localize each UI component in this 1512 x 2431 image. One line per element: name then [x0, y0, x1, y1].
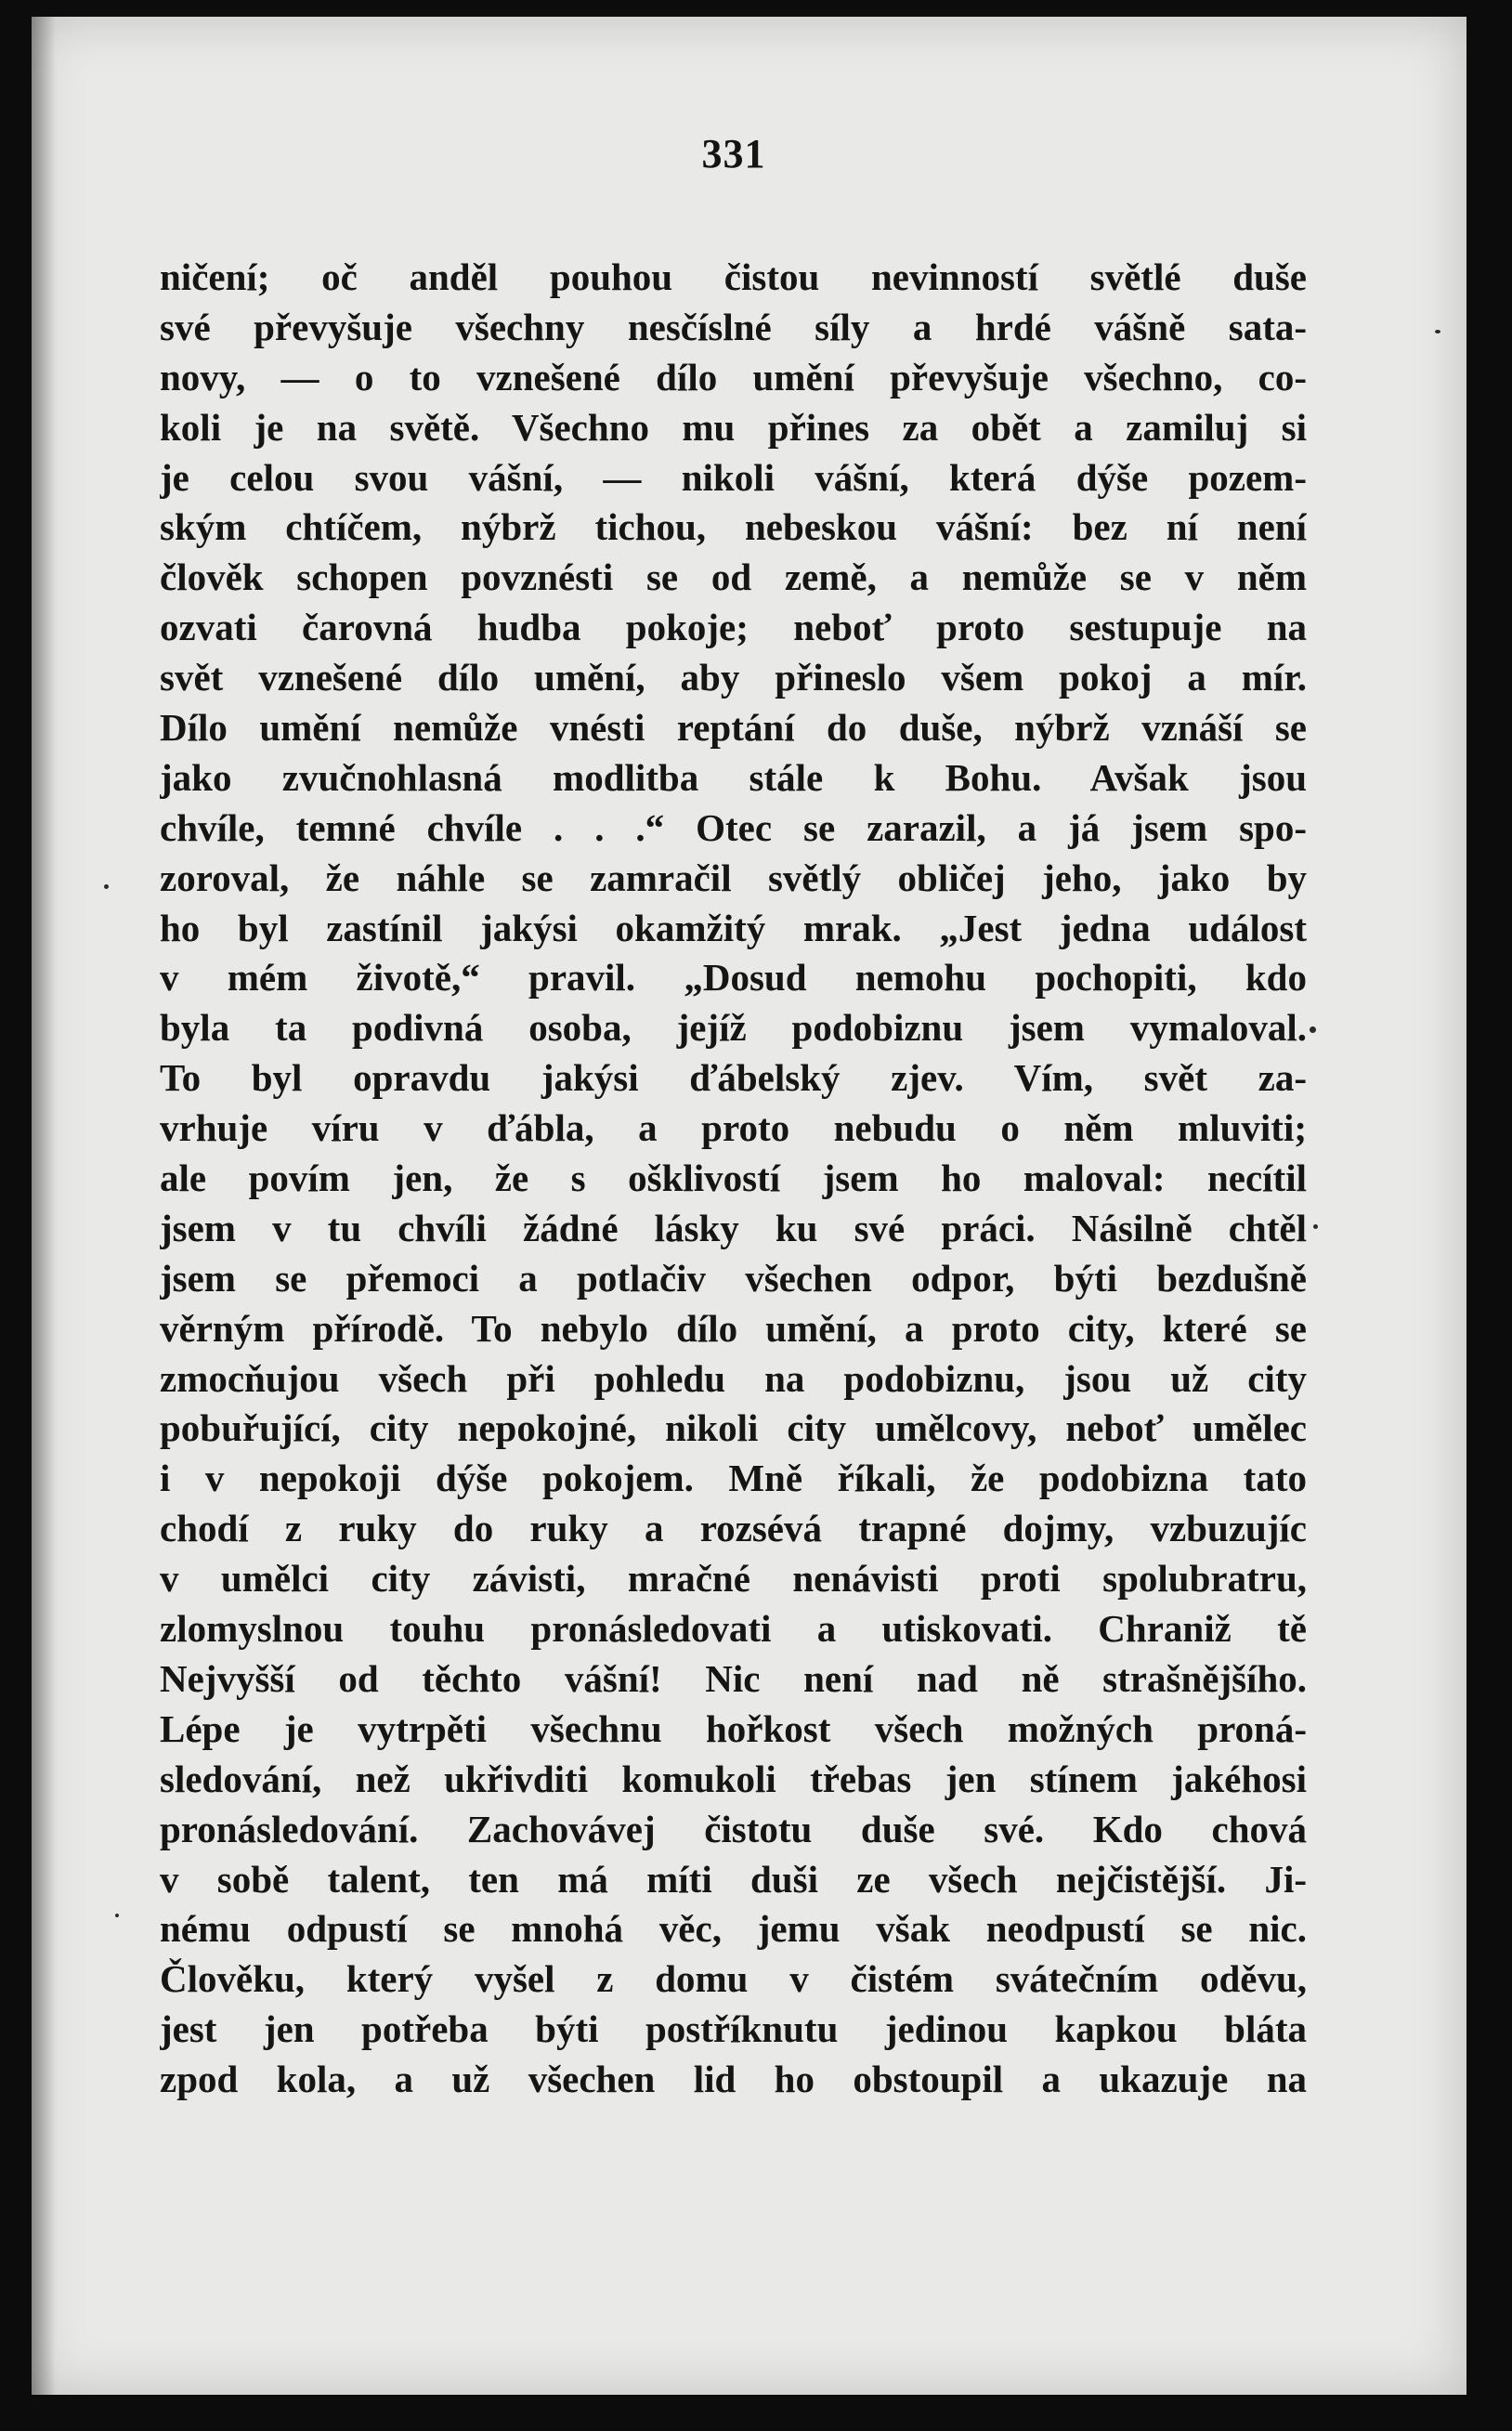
text-line: pobuřující, city nepokojné, nikoli city umělcovy, neboť umělec: [160, 1406, 1307, 1450]
text-line: ho byl zastínil jakýsi okamžitý mrak. „Jest jedna událost: [160, 906, 1307, 949]
text-line: ským chtíčem, nýbrž tichou, nebeskou vášní: bez ní není: [160, 505, 1307, 549]
text-line: v sobě talent, ten má míti duši ze všech nejčistější. Ji-: [160, 1857, 1307, 1901]
text-line: člověk schopen povznésti se od země, a nemůže se v něm: [160, 555, 1307, 599]
text-line: chvíle, temné chvíle . . .“ Otec se zarazil, a já jsem spo-: [160, 805, 1307, 849]
text-line: nému odpustí se mnohá věc, jemu však neodpustí se nic.: [160, 1907, 1307, 1951]
text-line: jsem se přemoci a potlačiv všechen odpor, býti bezdušně: [160, 1256, 1307, 1300]
text-line: byla ta podivná osoba, jejíž podobiznu jsem vymaloval.: [160, 1006, 1307, 1050]
text-line: jsem v tu chvíli žádné lásky ku své práci. Násilně chtěl: [160, 1206, 1307, 1249]
page-spine-shadow: [32, 17, 56, 2395]
text-line: chodí z ruky do ruky a rozsévá trapné dojmy, vzbuzujíc: [160, 1507, 1307, 1550]
text-line: pronásledování. Zachovávej čistotu duše své. Kdo chová: [160, 1807, 1307, 1850]
text-line: v mém životě,“ pravil. „Dosud nemohu pochopiti, kdo: [160, 956, 1307, 1000]
text-line: novy, — o to vznešené dílo umění převyšuje všechno, co-: [160, 355, 1307, 399]
text-line: i v nepokoji dýše pokojem. Mně říkali, že podobizna tato: [160, 1457, 1307, 1500]
text-line: ale povím jen, že s ošklivostí jsem ho maloval: necítil: [160, 1157, 1307, 1200]
text-line: Dílo umění nemůže vnésti reptání do duše, nýbrž vznáší se: [160, 706, 1307, 750]
ink-speck: [1310, 1026, 1316, 1033]
ink-speck: [104, 884, 109, 889]
text-line: věrným přírodě. To nebylo dílo umění, a proto city, které se: [160, 1306, 1307, 1350]
text-line: Nejvyšší od těchto vášní! Nic není nad ně strašnějšího.: [160, 1656, 1307, 1700]
text-line: Člověku, který vyšel z domu v čistém svátečním oděvu,: [160, 1957, 1307, 2001]
text-line: jako zvučnohlasná modlitba stále k Bohu. Avšak jsou: [160, 755, 1307, 799]
page-number: 331: [701, 131, 766, 176]
ink-speck: [1435, 330, 1440, 333]
text-line: je celou svou vášní, — nikoli vášní, která dýše pozem-: [160, 455, 1307, 499]
text-line: ozvati čarovná hudba pokoje; neboť proto sestupuje na: [160, 606, 1307, 649]
text-line: v umělci city závisti, mračné nenávisti proti spolubratru,: [160, 1557, 1307, 1601]
ink-speck: [1313, 1224, 1318, 1229]
text-line: svět vznešené dílo umění, aby přineslo všem pokoj a mír.: [160, 656, 1307, 699]
text-line: zpod kola, a už všechen lid ho obstoupil a ukazuje na: [160, 2058, 1307, 2101]
text-line: jest jen potřeba býti postříknutu jedinou kapkou bláta: [160, 2007, 1307, 2051]
body-text: [160, 253, 1307, 2105]
text-line: vrhuje víru v ďábla, a proto nebudu o něm mluviti;: [160, 1106, 1307, 1150]
text-line: sledování, než ukřivditi komukoli třebas jen stínem jakéhosi: [160, 1757, 1307, 1800]
text-line: zmocňujou všech při pohledu na podobiznu, jsou už city: [160, 1356, 1307, 1400]
text-line: své převyšuje všechny nesčíslné síly a hrdé vášně sata-: [160, 305, 1307, 348]
text-line: Lépe je vytrpěti všechnu hořkost všech možných proná-: [160, 1706, 1307, 1750]
ink-speck: [115, 1914, 119, 1917]
text-line: zoroval, že náhle se zamračil světlý obličej jeho, jako by: [160, 856, 1307, 899]
text-line: zlomyslnou touhu pronásledovati a utiskovati. Chraniž tě: [160, 1607, 1307, 1651]
text-line: ničení; oč anděl pouhou čistou nevinností světlé duše: [160, 255, 1307, 298]
text-line: To byl opravdu jakýsi ďábelský zjev. Vím, svět za-: [160, 1056, 1307, 1100]
text-line: koli je na světě. Všechno mu přines za obět a zamiluj si: [160, 405, 1307, 449]
